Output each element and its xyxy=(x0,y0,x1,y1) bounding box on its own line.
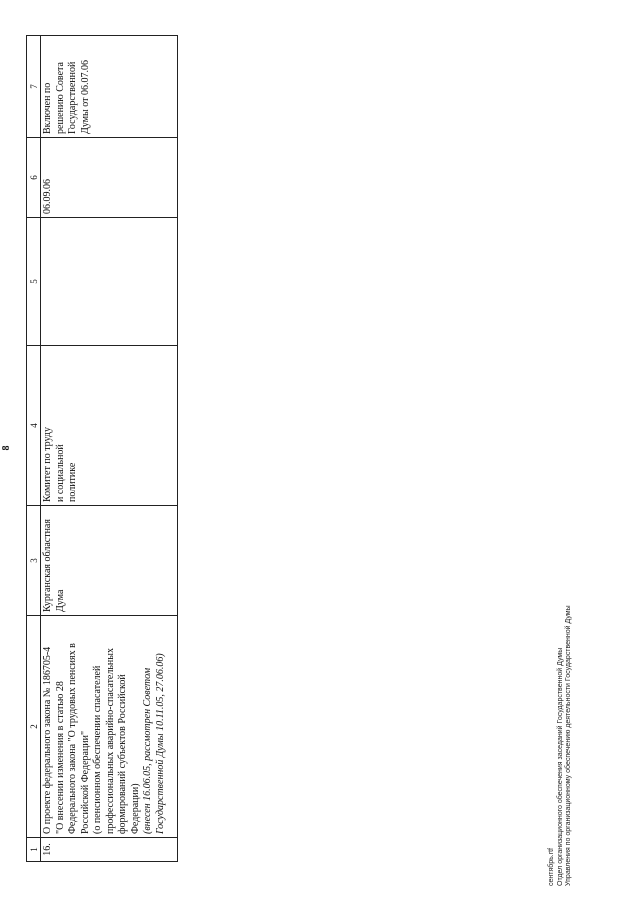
column-5-cell xyxy=(41,218,178,346)
bill-title-line: О проекте федерального закона № 186705-4 xyxy=(42,646,53,834)
table-row xyxy=(41,36,178,862)
bill-title-line: профессиональных аварийно-спасательных xyxy=(104,648,116,834)
bill-title-line: Российской Федерации" xyxy=(79,730,91,834)
bill-title-line: формирований субъектов Российской xyxy=(117,674,128,834)
bill-title-line: "О внесении изменения в статью 28 xyxy=(54,681,66,834)
committee-line: и социальной xyxy=(54,444,66,502)
remark-line: решению Совета xyxy=(54,62,66,134)
column-number-3: 3 xyxy=(27,506,41,616)
column-number-5: 5 xyxy=(27,218,41,346)
remark-line: Государственной xyxy=(67,61,78,134)
column-number-7: 7 xyxy=(27,36,41,138)
footer-filename: сентябрь.rtf xyxy=(548,848,555,886)
row-number: 16. xyxy=(41,838,178,862)
bill-title-line: (о пенсионном обеспечении спасателей xyxy=(92,665,103,834)
bill-title-line: Федерального закона "О трудовых пенсиях в xyxy=(67,643,78,834)
remark-line: Думы от 06.07.06 xyxy=(79,60,91,134)
bill-note-line: (внесен 16.06.05, рассмотрен Советом xyxy=(142,667,153,834)
initiator-cell xyxy=(41,506,178,616)
initiator-line: Курганская областная xyxy=(42,519,53,612)
column-number-2: 2 xyxy=(27,616,41,838)
document-footer xyxy=(548,366,574,886)
committee-line: Комитет по труду xyxy=(42,426,53,502)
footer-department: Отдел организационного обеспечения заседаний Государственной Думы xyxy=(556,647,564,886)
page-number: 8 xyxy=(1,445,12,451)
bill-title-line: Федерации) xyxy=(129,783,141,834)
bill-title-cell xyxy=(41,616,178,838)
date-cell: 06.09.06 xyxy=(41,138,178,218)
agenda-table xyxy=(26,35,178,862)
remark-cell xyxy=(41,36,178,138)
bill-note-line: Государственной Думы 10.11.05, 27.06.06) xyxy=(154,653,166,834)
footer-directorate: Управления по организационному обеспечению деятельности Государственной Думы xyxy=(565,605,572,886)
column-number-4: 4 xyxy=(27,346,41,506)
column-number-row xyxy=(27,36,41,862)
column-number-6: 6 xyxy=(27,138,41,218)
committee-line: политике xyxy=(67,462,78,502)
initiator-line: Дума xyxy=(54,589,66,612)
column-number-1: 1 xyxy=(27,838,41,862)
committee-cell xyxy=(41,346,178,506)
remark-line: Включен по xyxy=(42,82,53,134)
